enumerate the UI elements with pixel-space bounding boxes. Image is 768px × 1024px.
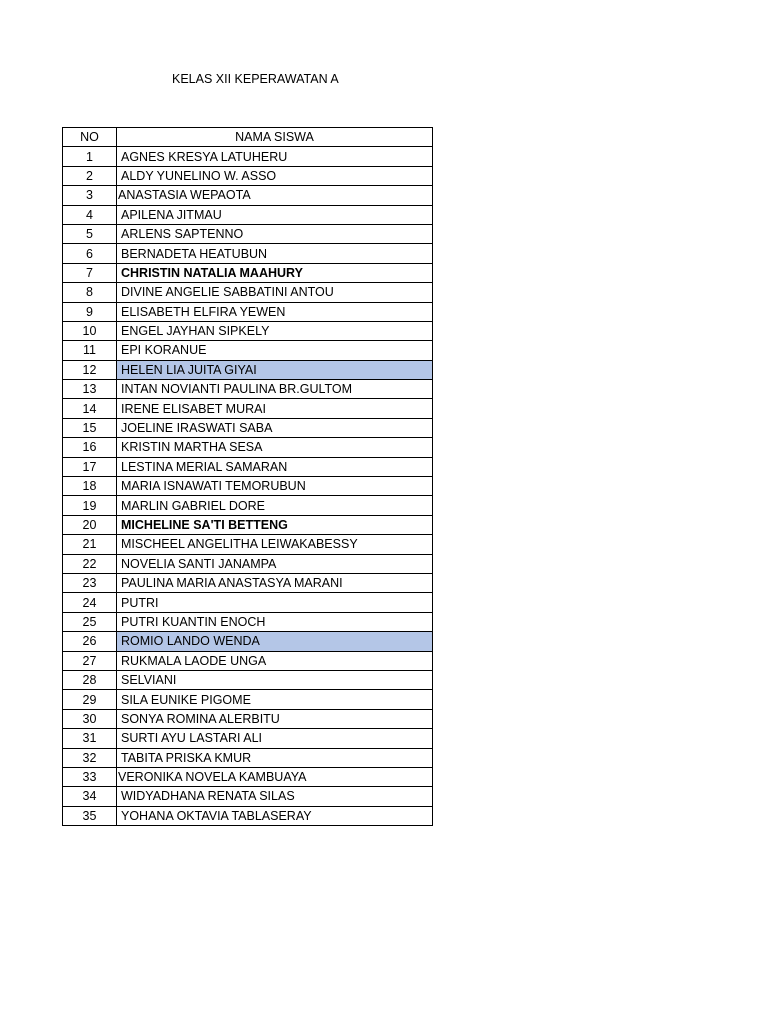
row-number: 23 [63,573,117,592]
table-row [63,651,433,670]
table-row [63,593,433,612]
student-name: NOVELIA SANTI JANAMPA [117,554,433,573]
table-row [63,186,433,205]
row-number: 21 [63,535,117,554]
row-number: 9 [63,302,117,321]
table-header-row [63,128,433,147]
row-number: 4 [63,205,117,224]
table-row [63,573,433,592]
table-row [63,360,433,379]
row-number: 5 [63,224,117,243]
table-row [63,612,433,631]
table-row [63,477,433,496]
student-name: LESTINA MERIAL SAMARAN [117,457,433,476]
row-number: 35 [63,806,117,825]
header-name: NAMA SISWA [117,128,433,147]
row-number: 19 [63,496,117,515]
row-number: 14 [63,399,117,418]
row-number: 28 [63,670,117,689]
student-name: KRISTIN MARTHA SESA [117,438,433,457]
table-row [63,321,433,340]
table-row [63,224,433,243]
header-no: NO [63,128,117,147]
table-row [63,166,433,185]
student-name: EPI KORANUE [117,341,433,360]
table-row [63,767,433,786]
student-name: HELEN LIA JUITA GIYAI [117,360,433,379]
student-name: ELISABETH ELFIRA YEWEN [117,302,433,321]
row-number: 33 [63,767,117,786]
student-name: BERNADETA HEATUBUN [117,244,433,263]
row-number: 22 [63,554,117,573]
table-row [63,670,433,689]
row-number: 1 [63,147,117,166]
row-number: 2 [63,166,117,185]
table-row [63,709,433,728]
student-name: CHRISTIN NATALIA MAAHURY [117,263,433,282]
table-row [63,787,433,806]
student-name: ARLENS SAPTENNO [117,224,433,243]
row-number: 16 [63,438,117,457]
student-name: APILENA JITMAU [117,205,433,224]
table-row [63,535,433,554]
row-number: 32 [63,748,117,767]
table-row [63,496,433,515]
student-table [62,127,433,826]
table-row [63,515,433,534]
table-row [63,283,433,302]
row-number: 12 [63,360,117,379]
row-number: 25 [63,612,117,631]
student-name: SILA EUNIKE PIGOME [117,690,433,709]
student-name: DIVINE ANGELIE SABBATINI ANTOU [117,283,433,302]
row-number: 24 [63,593,117,612]
table-row [63,147,433,166]
student-name: ENGEL JAYHAN SIPKELY [117,321,433,340]
student-name: AGNES KRESYA LATUHERU [117,147,433,166]
row-number: 18 [63,477,117,496]
student-name: SONYA ROMINA ALERBITU [117,709,433,728]
table-row [63,806,433,825]
row-number: 27 [63,651,117,670]
student-name: YOHANA OKTAVIA TABLASERAY [117,806,433,825]
student-name: MARIA ISNAWATI TEMORUBUN [117,477,433,496]
student-name: RUKMALA LAODE UNGA [117,651,433,670]
row-number: 34 [63,787,117,806]
table-row [63,263,433,282]
student-name: PUTRI KUANTIN ENOCH [117,612,433,631]
student-name: VERONIKA NOVELA KAMBUAYA [117,767,433,786]
student-name: MISCHEEL ANGELITHA LEIWAKABESSY [117,535,433,554]
page-title: KELAS XII KEPERAWATAN A [172,72,339,86]
table-row [63,438,433,457]
table-body [63,147,433,826]
row-number: 26 [63,632,117,651]
row-number: 6 [63,244,117,263]
row-number: 31 [63,729,117,748]
table-row [63,341,433,360]
table-row [63,302,433,321]
row-number: 30 [63,709,117,728]
row-number: 15 [63,418,117,437]
table-row [63,205,433,224]
row-number: 8 [63,283,117,302]
student-name: INTAN NOVIANTI PAULINA BR.GULTOM [117,380,433,399]
student-name: ROMIO LANDO WENDA [117,632,433,651]
table-row [63,632,433,651]
table-row [63,748,433,767]
student-name: WIDYADHANA RENATA SILAS [117,787,433,806]
table-row [63,418,433,437]
row-number: 3 [63,186,117,205]
student-name: SELVIANI [117,670,433,689]
table-row [63,380,433,399]
student-name: PAULINA MARIA ANASTASYA MARANI [117,573,433,592]
row-number: 17 [63,457,117,476]
student-name: IRENE ELISABET MURAI [117,399,433,418]
table-row [63,554,433,573]
student-name: PUTRI [117,593,433,612]
table-row [63,244,433,263]
student-name: TABITA PRISKA KMUR [117,748,433,767]
row-number: 7 [63,263,117,282]
row-number: 20 [63,515,117,534]
student-name: ANASTASIA WEPAOTA [117,186,433,205]
table-row [63,729,433,748]
row-number: 29 [63,690,117,709]
student-name: SURTI AYU LASTARI ALI [117,729,433,748]
table-row [63,457,433,476]
student-name: MARLIN GABRIEL DORE [117,496,433,515]
table-row [63,399,433,418]
table-row [63,690,433,709]
student-name: MICHELINE SA'TI BETTENG [117,515,433,534]
row-number: 11 [63,341,117,360]
student-name: JOELINE IRASWATI SABA [117,418,433,437]
student-name: ALDY YUNELINO W. ASSO [117,166,433,185]
row-number: 13 [63,380,117,399]
row-number: 10 [63,321,117,340]
